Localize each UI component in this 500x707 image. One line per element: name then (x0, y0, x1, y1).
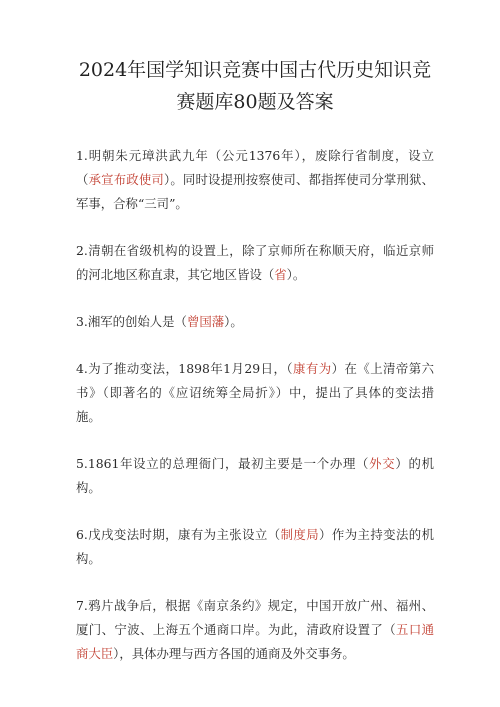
question-text-after: ），具体办理与西方各国的通商及外交事务。 (113, 646, 355, 661)
question-text-after: ）。 (286, 267, 306, 282)
question-text-before: 2.清朝在省级机构的设置上，除了京师所在称顺天府，临近京师的河北地区称直隶，其它地区皆设（ (76, 243, 434, 282)
question-text-before: 1.明朝朱元璋洪武九年（公元1376年），废除行省制度，设立（ (76, 148, 434, 187)
question-text-before: 5.1861年设立的总理衙门，最初主要是一个办理（ (76, 456, 370, 471)
answer-text: 曾国藩 (186, 314, 225, 329)
answer-text: 康有为 (293, 361, 332, 376)
question-text-after: ）。 (224, 314, 243, 329)
answer-text: 承宣布政使司 (88, 172, 164, 187)
answer-text: 外交 (369, 456, 396, 471)
question-item-3 (76, 310, 434, 334)
answer-text: 制度局 (280, 527, 320, 542)
question-item-6 (76, 523, 434, 571)
document-title: 2024年国学知识竞赛中国古代历史知识竞赛题库80题及答案 (78, 59, 432, 113)
question-text-after: ）作为主持变法的机构。 (76, 527, 435, 566)
question-text-before: 3.湘军的创始人是（ (76, 314, 187, 329)
answer-text: 省 (274, 267, 287, 282)
question-text-before: 6.戊戌变法时期，康有为主张设立（ (76, 527, 281, 542)
question-item-5 (76, 452, 434, 500)
question-text-after: ）的机构。 (76, 456, 435, 495)
question-item-4 (76, 357, 434, 429)
question-text-after: ）。同时设提刑按察使司、都指挥使司分掌刑狱、军事，合称“三司”。 (76, 172, 435, 211)
question-item-7 (76, 594, 434, 666)
question-item-2 (76, 239, 434, 287)
answer-text: 五口通商大臣 (76, 622, 435, 661)
question-item-1 (76, 144, 434, 216)
question-text-after: ）在《上清帝第六书》（即著名的《应诏统筹全局折》）中，提出了具体的变法措施。 (76, 361, 435, 424)
question-text-before: 4.为了推动变法，1898年1月29日，（ (76, 361, 294, 376)
question-text-before: 7.鸦片战争后，根据《南京条约》规定，中国开放广州、福州、厦门、宁波、上海五个通商口岸。为此，清政府设置了（ (76, 598, 434, 637)
